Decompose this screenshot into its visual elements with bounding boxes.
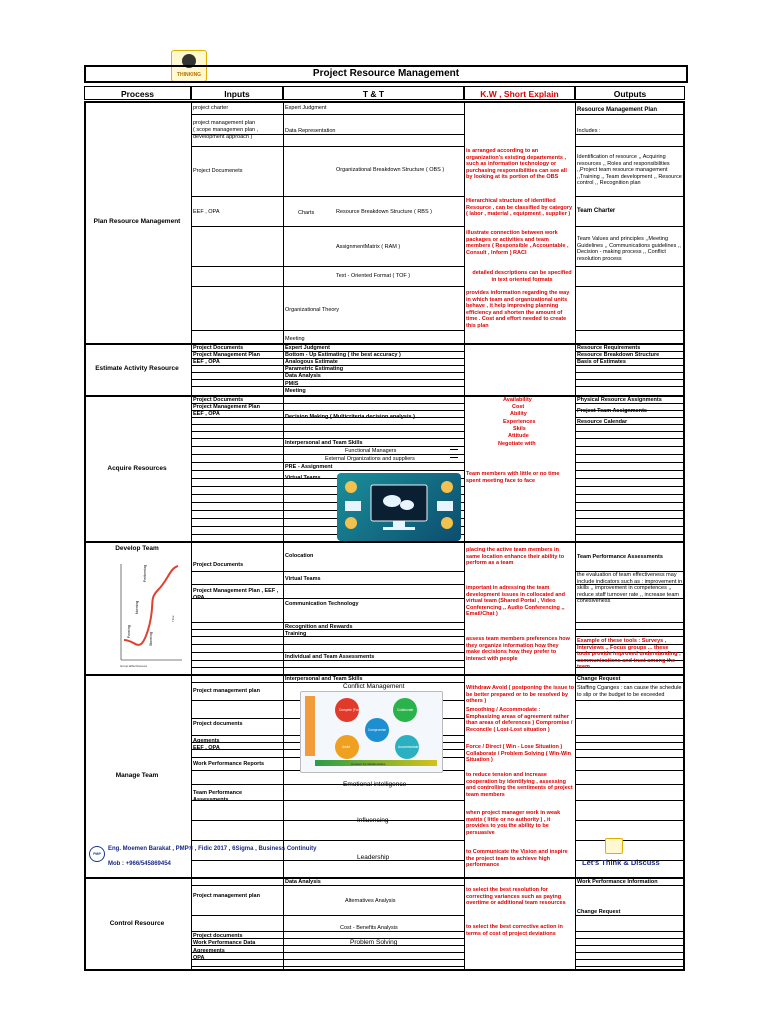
grid-line (191, 431, 283, 432)
kw-item: to select the best corrective action in terms of cost of project deviations (466, 924, 563, 937)
tt-item: Organizational Breakdown Structure ( OBS ) (336, 167, 445, 173)
output-item: Resource Management Plan (577, 107, 658, 113)
grid-line (191, 462, 283, 463)
output-item: Work Performance Information (577, 879, 658, 885)
grid-line (283, 966, 464, 967)
grid-line (575, 959, 685, 960)
grid-line (191, 330, 283, 331)
grid-line (575, 114, 685, 115)
grid-line (283, 959, 464, 960)
kw-item: Availability (503, 397, 532, 403)
tt-item: Influencing (357, 817, 389, 824)
grid-line (191, 226, 283, 227)
output-item: Identification of resource ,, Acquiring resources ,, Roles and responsibilities ,,Project team resource management ,,Training ,, Team development ,, Resource control ,, Recognition plan (577, 154, 682, 186)
output-item: Staffing Cganges : can cause the schedule to slip or the budget to be exceeded (577, 685, 682, 698)
grid-line (191, 652, 283, 653)
grid-line (283, 286, 464, 287)
tt-item: Virtual Teams (285, 576, 321, 582)
grid-line (191, 757, 283, 758)
grid-line (575, 330, 685, 331)
tt-item: Virtual Teams (285, 475, 321, 481)
kw-item: Force / Direct ( Win - Lose Situation ) Collaborate / Problem Solving ( Win-Win Situation ) (466, 744, 572, 763)
grid-line (283, 403, 464, 404)
grid-line (575, 742, 685, 743)
tt-item: AssignmentMatrix ( RAM ) (336, 244, 401, 250)
grid-line (575, 372, 685, 373)
grid-line (575, 700, 685, 701)
kw-item: Skils (513, 426, 526, 432)
grid-line (575, 446, 685, 447)
tt-item: Meeting (285, 388, 306, 394)
team-development-curve (118, 560, 184, 668)
process-develop: Develop Team (115, 545, 159, 552)
tt-item: Data Analysis (285, 879, 321, 885)
grid-line (191, 700, 283, 701)
grid-line (283, 431, 464, 432)
grid-line (575, 534, 685, 535)
grid-line (191, 379, 283, 380)
section-divider (84, 541, 685, 543)
kw-item: to reduce tension and increase cooperation by identifying , assessing and controlling the sentiments of project team members (466, 772, 573, 798)
grid-line (191, 478, 283, 479)
tt-item: Individual and Team Assessments (285, 654, 375, 660)
header-process: Process (84, 86, 191, 100)
tt-item: Recognition and Rewards (285, 624, 353, 630)
grid-line (283, 424, 464, 425)
style-label: Avoid (342, 745, 350, 749)
tt-item: Meeting (285, 336, 305, 342)
tt-item: Resource Breakdown Structure ( RBS ) (336, 209, 432, 215)
grid-line (191, 718, 283, 719)
grid-line (191, 372, 283, 373)
grid-line (283, 667, 464, 668)
process-plan: Plan Resource Management (93, 218, 181, 225)
grid-line (191, 660, 283, 661)
grid-line (191, 584, 283, 585)
grid-line (191, 770, 283, 771)
output-item: Change Request (577, 676, 621, 682)
tt-item: Analogous Estimate (285, 359, 338, 365)
conflict-styles-diagram (300, 691, 443, 773)
grid-line (575, 526, 685, 527)
output-item: Change Request (577, 909, 621, 915)
kw-item: Withdraw Avoid ( postponing the issue to be better prepared or to be resolved by others ) (466, 685, 575, 704)
process-estimate: Estimate Activity Resource (95, 365, 179, 372)
grid-line (575, 820, 685, 821)
tt-item: Expert Judgment (285, 345, 330, 351)
input-item: EEF , OPA (193, 745, 220, 751)
grid-line (575, 379, 685, 380)
tt-item: PMIS (285, 381, 299, 387)
curve-xlabel: Time (171, 615, 175, 622)
header-tt: T & T (283, 86, 464, 100)
grid-line (575, 266, 685, 267)
grid-line (283, 636, 464, 637)
grid-line (575, 945, 685, 946)
grid-line (575, 462, 685, 463)
grid-line (575, 622, 685, 623)
grid-line (191, 494, 283, 495)
input-item: Team Performance Assessments (193, 790, 243, 803)
grid-line (283, 622, 464, 623)
tt-item: Decision Making ( Multicriteria decision analysis ) (285, 414, 415, 420)
document-title: Project Resource Management (84, 65, 688, 83)
output-item: Project Team Assignments (577, 408, 647, 414)
grid-line (191, 915, 283, 916)
tt-item: Functional Managers (345, 448, 397, 454)
kw-item: to select the best resolution for correcting variances such as paying overtime or additional team resources (466, 887, 566, 906)
input-item: project management plan (193, 120, 256, 126)
grid-line (575, 417, 685, 418)
grid-line (283, 226, 464, 227)
style-label: Collaborate (397, 708, 414, 712)
header-kw: K.W , Short Explain (464, 86, 575, 100)
grid-line (575, 840, 685, 841)
input-item: Project Documents (193, 562, 244, 568)
output-item: Resource Calendar (577, 419, 628, 425)
input-item: EEF , OPA (193, 359, 220, 365)
tt-item: Emotional intelligence (343, 781, 407, 788)
grid-line (283, 410, 464, 411)
tt-item: Leadership (357, 854, 390, 861)
kw-item: to Communicate the Vision and inspire the project team to achieve high performance (466, 849, 568, 868)
tt-item: Problem Solving (350, 939, 398, 946)
grid-line (191, 286, 283, 287)
tt-item: PRE - Assignment (285, 464, 333, 470)
input-item: Work Performance Reports (193, 761, 265, 767)
grid-line (191, 424, 283, 425)
grid-line (191, 784, 283, 785)
grid-line (283, 114, 464, 115)
virtual-teams-illustration (337, 473, 461, 541)
grid-line (191, 266, 283, 267)
curve-ylabel: Group Effectiveness (120, 664, 147, 668)
input-item: Project Documents (193, 345, 244, 351)
kw-item: Team members with little or no time spent meeting face to face (466, 471, 560, 484)
grid-line (283, 330, 464, 331)
grid-line (283, 584, 464, 585)
grid-line (283, 196, 464, 197)
process-manage: Manage Team (115, 772, 159, 779)
grid-line (283, 266, 464, 267)
grid-line (575, 478, 685, 479)
input-item: Project Documents (193, 397, 244, 403)
grid-line (191, 644, 283, 645)
grid-line (575, 938, 685, 939)
grid-line (191, 966, 283, 967)
grid-line (575, 510, 685, 511)
grid-line (191, 510, 283, 511)
input-item: Agements (193, 738, 220, 744)
input-item: Project Management Plan , EEF , OPA (193, 588, 279, 601)
grid-line (575, 226, 685, 227)
tt-item: Bottom - Up Estimating ( the best accuracy ) (285, 352, 401, 358)
output-item: Basis of Estimates (577, 359, 626, 365)
grid-line (575, 286, 685, 287)
axis-label: Concern for Relationships (351, 762, 386, 766)
grid-line (283, 952, 464, 953)
input-item: Project management plan (193, 688, 260, 694)
grid-line (575, 966, 685, 967)
grid-line (191, 196, 283, 197)
grid-line (191, 438, 283, 439)
input-item: Project documents (193, 721, 243, 727)
grid-line (283, 644, 464, 645)
input-item: Work Performance Data (193, 940, 256, 946)
grid-line (191, 518, 283, 519)
tt-item: Training (285, 631, 307, 637)
grid-line (575, 757, 685, 758)
grid-line (191, 114, 283, 115)
grid-line (575, 518, 685, 519)
output-item: Resource Breakdown Structure (577, 352, 660, 358)
kw-item: Cost (512, 404, 525, 410)
grid-line (191, 486, 283, 487)
grid-line (575, 735, 685, 736)
grid-line (283, 571, 464, 572)
grid-line (575, 494, 685, 495)
logo-text: THINKING (176, 72, 202, 78)
grid-line (191, 454, 283, 455)
grid-line (575, 470, 685, 471)
tt-item: Cost - Benefits Analysis (340, 925, 398, 931)
tt-item: External Organizations and suppliers (325, 456, 415, 462)
grid-line (191, 682, 283, 683)
grid-line (575, 952, 685, 953)
grid-line (575, 784, 685, 785)
arrow-icon (450, 449, 458, 450)
grid-line (191, 526, 283, 527)
output-item: Physical Resource Assignments (577, 397, 662, 403)
tt-item: Data Representation (285, 128, 336, 134)
tt-item: Conflict Management (343, 683, 405, 690)
grid-line (575, 431, 685, 432)
kw-item: Negotiate with (498, 441, 536, 447)
kw-item: Attitude (508, 433, 529, 439)
style-label: Accommodate (398, 745, 419, 749)
world-map-monitor-icon (337, 473, 461, 541)
grid-line (575, 454, 685, 455)
process-control: Control Resource (109, 920, 165, 927)
input-item: EEF , OPA (193, 411, 220, 417)
grid-line (283, 652, 464, 653)
header-inputs: Inputs (191, 86, 283, 100)
grid-line (575, 502, 685, 503)
kw-item: Hierarchical structure of identified Resource , can be classified by category ( labor , material , equipment , supplier ) (466, 198, 573, 217)
style-label: Compromise (368, 728, 387, 732)
discuss-badge: Let's Think & Discuss (582, 858, 660, 867)
input-item: ( scope managemen plan , development approach ) (193, 127, 259, 140)
input-item: Project Management Plan (193, 352, 260, 358)
grid-line (191, 735, 283, 736)
kw-item: Ability (510, 411, 527, 417)
output-item: Team Charter (577, 208, 616, 214)
grid-line (191, 820, 283, 821)
output-item: Example of these tools : Surveys , Interviews ,, Focus groups ... these tools provide improved understanding , communications and trust among the team . (577, 638, 681, 670)
tt-item: Interpersonal and Team Skills (285, 676, 363, 682)
grid-line (575, 146, 685, 147)
grid-line (191, 629, 283, 630)
stage-label: Norming (135, 600, 139, 614)
grid-line (283, 800, 464, 801)
pmp-badge-icon: PMP (89, 846, 105, 862)
input-item: Project Management Plan (193, 404, 260, 410)
grid-line (283, 146, 464, 147)
grid-line (575, 931, 685, 932)
grid-line (191, 667, 283, 668)
grid-line (575, 749, 685, 750)
output-item: Team Performance Assessments (577, 554, 663, 560)
grid-line (191, 931, 283, 932)
grid-line (191, 386, 283, 387)
tt-item: Data Analysis (285, 373, 321, 379)
grid-line (191, 446, 283, 447)
input-item: Project Documenets (193, 168, 243, 174)
grid-line (191, 840, 283, 841)
column-divider (464, 101, 465, 971)
input-item: Project documents (193, 933, 243, 939)
stage-label: Performing (143, 564, 147, 582)
input-item: EEF , OPA (193, 209, 220, 215)
output-item: Team Values and principles ,,Meeting Guidelines ,, Communications guidelines ,, Decision - making process ,, Conflict resolution process (577, 236, 681, 262)
tt-item: Alternatives Analysis (345, 898, 396, 904)
input-item: Agreements (193, 948, 225, 954)
grid-line (283, 840, 464, 841)
grid-line (575, 636, 685, 637)
grid-line (191, 622, 283, 623)
kw-item: important in adressing the team development issues in collocated and virtual team (Shared Portal , Video Conferencing ,, Audio Conferencing ,, Email/Chat ) (466, 585, 566, 617)
output-item: Includes : (577, 128, 601, 134)
grid-line (575, 770, 685, 771)
input-item: project charter (193, 105, 229, 111)
tt-item: Text - Oriented Format ( TOF ) (336, 273, 411, 279)
output-item: the evaluation of team effectiveness may include indicators such as : improvement in skills ,, improvement in competences ,, reduce staff turnover rate ,, increase team cohesiveness (577, 572, 683, 604)
tt-item: Expert Judgment (285, 105, 327, 111)
author-phone: Mob : +966/545869454 (108, 861, 171, 867)
tt-item: Interpersonal and Team Skills (285, 440, 363, 446)
kw-item: is arranged according to an organization's existing departements , such as information technology or purchasing responsibilities can see all by looking at its portion of the OBS (466, 148, 567, 180)
grid-line (575, 386, 685, 387)
kw-item: when project manager work in weak matrix ( little or no authority ) , it provides to you the ability to be persuasive (466, 810, 561, 836)
grid-line (191, 534, 283, 535)
grid-line (575, 718, 685, 719)
kw-item: Experiences (503, 419, 536, 425)
kw-item: assess team members preferences how they organize information how they make decisions how they prefer to interact with people (466, 636, 570, 662)
kw-item: illustrate connection between work packages or activities and team members ( Responsible , Accountable , Consult , Inform ) RACI (466, 230, 569, 256)
grid-line (575, 800, 685, 801)
grid-line (575, 629, 685, 630)
grid-line (283, 386, 464, 387)
tt-item: Colocation (285, 553, 314, 559)
thinking-small-logo (605, 838, 623, 854)
grid-line (283, 438, 464, 439)
tt-item: Organizational Theory (285, 307, 340, 313)
grid-line (575, 486, 685, 487)
header-outputs: Outputs (575, 86, 685, 100)
grid-line (575, 438, 685, 439)
input-item: Project management plan (193, 893, 260, 899)
grid-line (191, 146, 283, 147)
author-credits: Eng. Moemen Barakat , PMP® , Fidic 2017 , 6Sigma , Business Continuity (108, 846, 317, 852)
kw-item: provides information regarding the way in which team and organizational units behave , it help improving planning efficiency and shorten the amount of time . Cost and effort needed to create this plan (466, 290, 570, 329)
kw-item: detailed descriptions can be specified in text oriented formats (472, 270, 572, 283)
stage-label: Storming (149, 631, 153, 646)
kw-item: placing the active team members in same location enhance their ability to perform as a team (466, 547, 565, 566)
stage-label: Forming (127, 625, 131, 638)
style-label: Compete (Force) (339, 708, 364, 712)
output-item: Resource Requirements (577, 345, 641, 351)
tt-item: Communication Technology (285, 601, 359, 607)
tt-item: Parametric Estimating (285, 366, 344, 372)
grid-line (575, 196, 685, 197)
input-item: OPA (193, 955, 205, 961)
grid-line (191, 571, 283, 572)
grid-line (283, 598, 464, 599)
grid-line (191, 885, 283, 886)
process-acquire: Acquire Resources (107, 465, 167, 472)
grid-line (191, 636, 283, 637)
grid-line (191, 502, 283, 503)
tt-item: Charts (298, 210, 315, 216)
grid-line (283, 915, 464, 916)
kw-item: Smoothing / Accommodate : Emphasizing areas of agreement rather than areas of deferences ) Compromise / Reconcile ( Lost-Lost situation ) (466, 707, 573, 733)
grid-line (191, 470, 283, 471)
arrow-icon (450, 457, 458, 458)
